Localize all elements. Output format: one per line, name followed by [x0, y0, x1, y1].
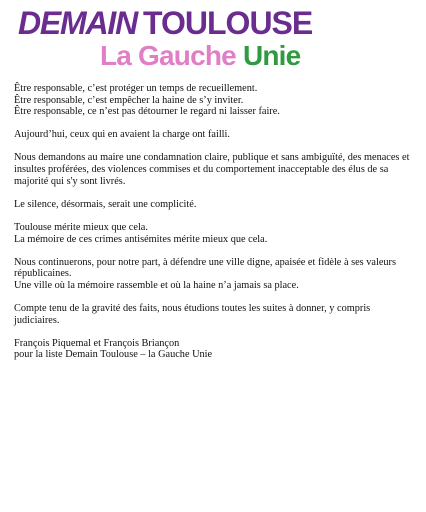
- signature-block: [14, 338, 418, 361]
- logo-title: [18, 5, 312, 41]
- statement-body: [14, 83, 418, 372]
- paragraph-failure: Aujourd’hui, ceux qui en avaient la charge ont failli.: [14, 129, 230, 141]
- text-line: Être responsable, c’est empêcher la haine de s’y inviter.: [14, 94, 244, 106]
- text-line: Nous continuerons, pour notre part, à défendre une ville digne, apaisée et fidèle à ses valeurs républicaines.: [14, 256, 396, 280]
- paragraph-silence: Le silence, désormais, serait une complicité.: [14, 198, 197, 210]
- logo-word-toulouse: TOULOUSE: [143, 5, 313, 41]
- signature-list: pour la liste Demain Toulouse – la Gauche Unie: [14, 349, 213, 361]
- paragraph-legal: Compte tenu de la gravité des faits, nous étudions toutes les suites à donner, y compris judiciaires.: [14, 302, 371, 326]
- logo-word-unie: Unie: [242, 40, 301, 71]
- text-line: Une ville où la mémoire rassemble et où la haine n’a jamais sa place.: [14, 279, 299, 291]
- paragraph-commitment: [14, 257, 418, 292]
- campaign-logo: [0, 0, 426, 76]
- text-line: Être responsable, ce n’est pas détourner le regard ni laisser faire.: [14, 106, 280, 118]
- text-line: Toulouse mérite mieux que cela.: [14, 221, 148, 233]
- paragraph-demand: Nous demandons au maire une condamnation claire, publique et sans ambiguïté, des menaces et insultes proférées, des violences commises et du comportement inacceptable des élus de sa majorité qui s'y sont livrés.: [14, 152, 410, 187]
- signature-names: François Piquemal et François Briançon: [14, 337, 180, 349]
- logo-subtitle: [100, 40, 300, 72]
- text-line: Être responsable, c’est protéger un temps de recueillement.: [14, 83, 258, 94]
- logo-word-demain: DEMAIN: [18, 5, 138, 41]
- text-line: La mémoire de ces crimes antisémites mérite mieux que cela.: [14, 233, 268, 245]
- paragraph-toulouse: [14, 222, 418, 245]
- logo-word-la-gauche: La Gauche: [100, 40, 236, 71]
- paragraph-responsibility: [14, 83, 418, 118]
